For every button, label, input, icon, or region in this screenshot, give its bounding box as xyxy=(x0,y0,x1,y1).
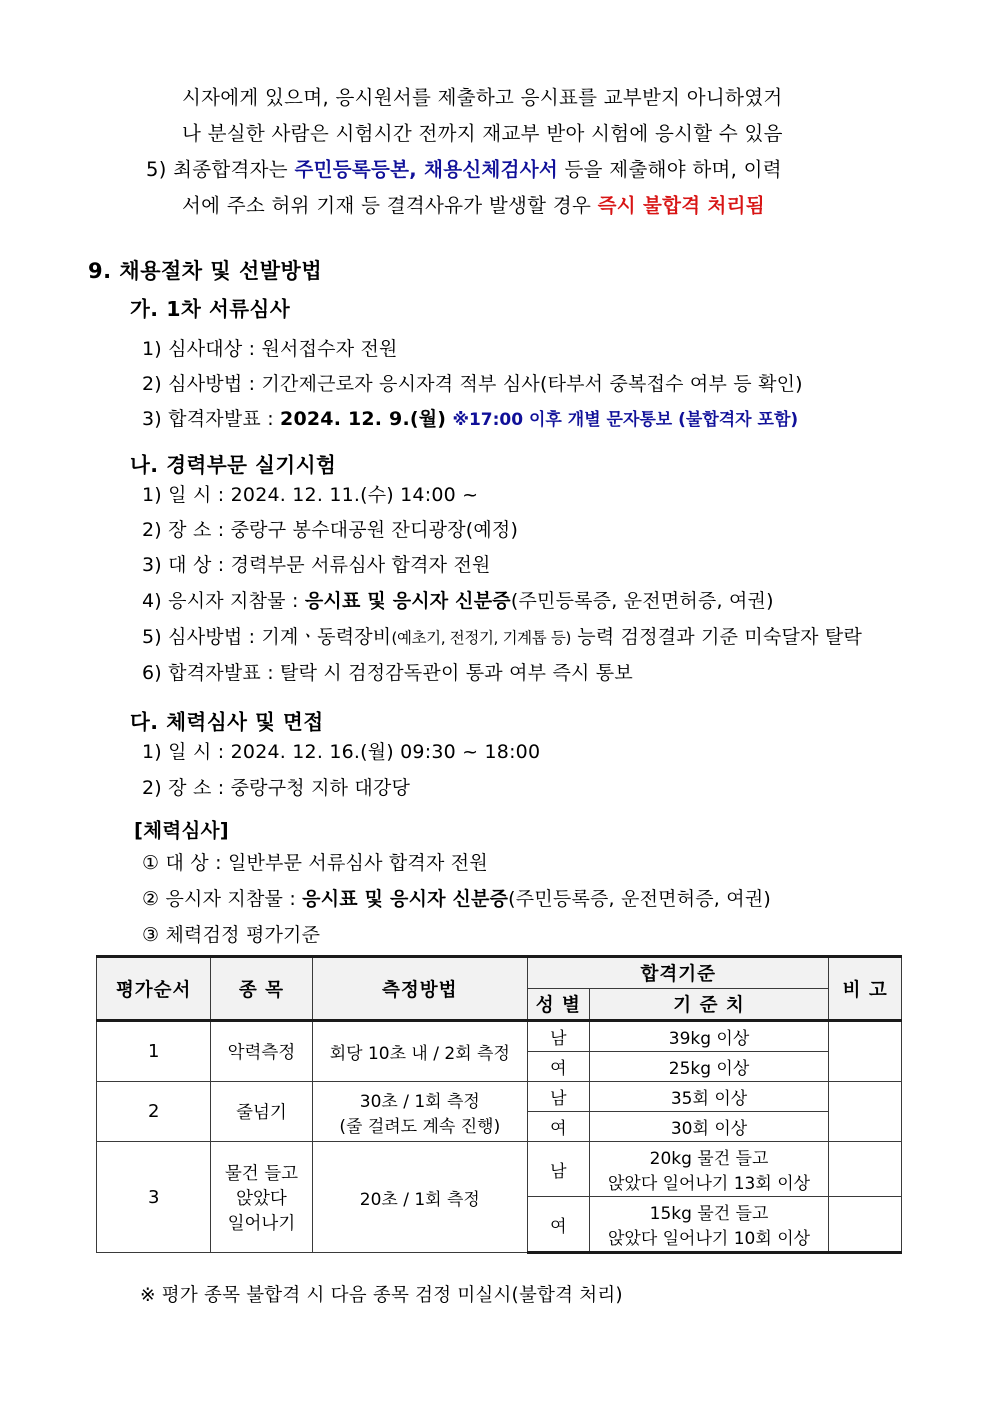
intro-item-5-line-1 xyxy=(96,152,916,188)
cell-event xyxy=(211,1142,312,1253)
item-label: 심사방법 xyxy=(168,626,243,648)
physical-test-item-3 xyxy=(142,924,320,946)
section-title: 채용절차 및 선발방법 xyxy=(119,259,323,283)
item-marker: 2) xyxy=(142,519,162,541)
intro-line-1: 시자에게 있으며, 응시원서를 제출하고 응시표를 교부받지 아니하였거 xyxy=(182,86,783,109)
standard-line-1: 39kg 이상 xyxy=(668,1029,750,1049)
subsection-a-item-1 xyxy=(142,338,398,360)
intro-item-5-text-3: 서에 주소 허위 기재 등 결격사유가 발생할 경우 xyxy=(182,194,592,217)
item-label: 응시자 지참물 xyxy=(165,888,284,910)
standard-line-2: 앉았다 일어나기 13회 이상 xyxy=(607,1174,811,1194)
event-line-3: 일어나기 xyxy=(227,1213,296,1234)
item-value: 2024. 12. 9.(월) xyxy=(280,408,447,430)
cell-sex: 남 xyxy=(528,1021,590,1052)
cell-order: 2 xyxy=(97,1082,211,1142)
th-standard-value: 기 준 치 xyxy=(589,989,829,1021)
subsection-a-item-3 xyxy=(142,408,798,431)
subsection-b-item-6 xyxy=(142,662,633,684)
cell-standard xyxy=(589,1082,829,1112)
item-label: 심사대상 xyxy=(168,338,243,360)
cell-event: 악력측정 xyxy=(211,1021,312,1082)
cell-sex: 여 xyxy=(528,1112,590,1142)
item-label: 장 소 xyxy=(168,777,212,799)
item-value-pre: 기계ㆍ동력장비 xyxy=(261,626,392,648)
standard-line-1: 25kg 이상 xyxy=(668,1059,750,1079)
subsection-a-item-2 xyxy=(142,373,803,395)
fitness-criteria-table xyxy=(96,955,902,1254)
subsection-c-item-1 xyxy=(142,741,540,763)
item-marker-circled: ① xyxy=(142,852,160,874)
item-label: 체력검정 평가기준 xyxy=(165,924,321,946)
cell-note xyxy=(829,1197,902,1253)
cell-standard xyxy=(589,1142,829,1197)
subsection-b-title: 경력부문 실기시험 xyxy=(166,453,337,477)
standard-line-2: 앉았다 일어나기 10회 이상 xyxy=(607,1229,811,1249)
subsection-c-title: 체력심사 및 면접 xyxy=(166,710,324,734)
cell-sex: 남 xyxy=(528,1142,590,1197)
subsection-c-item-2 xyxy=(142,777,410,799)
cell-method xyxy=(312,1021,528,1082)
item-label: 심사방법 xyxy=(168,373,243,395)
table-row xyxy=(97,1142,902,1197)
subsection-b-marker: 나. xyxy=(130,453,159,477)
cell-method xyxy=(312,1082,528,1142)
standard-line-1: 35회 이상 xyxy=(670,1089,748,1109)
item-label: 대 상 xyxy=(165,852,209,874)
section-heading xyxy=(88,255,322,285)
cell-sex: 여 xyxy=(528,1052,590,1082)
item-value-rest: (주민등록증, 운전면허증, 여권) xyxy=(508,888,772,910)
th-order: 평가순서 xyxy=(97,957,211,1021)
item-value-bold: 응시표 및 응시자 신분증 xyxy=(304,590,511,612)
item-value: 중랑구청 지하 대강당 xyxy=(230,777,411,799)
item-value-post: 능력 검정결과 기준 미숙달자 탈락 xyxy=(571,626,863,648)
item-value: 경력부문 서류심사 합격자 전원 xyxy=(230,554,491,576)
subsection-b-item-4 xyxy=(142,590,774,612)
item-marker: 4) xyxy=(142,590,162,612)
item-value: 중랑구 봉수대공원 잔디광장(예정) xyxy=(230,519,519,541)
physical-test-item-2 xyxy=(142,888,771,910)
th-sex: 성 별 xyxy=(528,989,590,1021)
standard-line-1: 30회 이상 xyxy=(670,1119,748,1139)
method-line-1: 20초 / 1회 측정 xyxy=(359,1189,480,1210)
subsection-b-item-2 xyxy=(142,519,518,541)
cell-sex: 여 xyxy=(528,1197,590,1253)
item-value: 2024. 12. 16.(월) 09:30 ~ 18:00 xyxy=(230,741,541,763)
item-marker: 3) xyxy=(142,408,162,430)
cell-standard xyxy=(589,1197,829,1253)
item-separator: : xyxy=(291,590,299,612)
subsection-a-heading xyxy=(130,292,290,322)
th-pass-standard: 합격기준 xyxy=(528,957,829,989)
subsection-a-marker: 가. xyxy=(130,297,159,321)
section-number: 9. xyxy=(88,259,112,283)
cell-standard xyxy=(589,1112,829,1142)
item-marker: 2) xyxy=(142,777,162,799)
item-value: 원서접수자 전원 xyxy=(261,338,398,360)
item-value: 탈락 시 검정감독관이 통과 여부 즉시 통보 xyxy=(280,662,633,684)
item-label: 장 소 xyxy=(168,519,212,541)
subsection-a-title: 1차 서류심사 xyxy=(166,297,291,321)
item-label: 합격자발표 xyxy=(168,662,261,684)
subsection-b-item-3 xyxy=(142,554,491,576)
item-value: 기간제근로자 응시자격 적부 심사(타부서 중복접수 여부 등 확인) xyxy=(261,373,803,395)
cell-standard xyxy=(589,1052,829,1082)
intro-item-5-line-2 xyxy=(96,188,916,224)
item-note-blue: ※17:00 이후 개별 문자통보 (불합격자 포함) xyxy=(452,410,799,430)
item-marker: 6) xyxy=(142,662,162,684)
item-separator: : xyxy=(289,888,296,910)
item-separator: : xyxy=(248,338,256,360)
intro-item-5-highlight-red: 즉시 불합격 처리됨 xyxy=(597,194,765,217)
item-separator: : xyxy=(217,777,225,799)
event-line-2: 앉았다 xyxy=(236,1188,287,1209)
intro-item-5-marker: 5) xyxy=(146,158,167,181)
item-value-rest: (주민등록증, 운전면허증, 여권) xyxy=(510,590,774,612)
item-value: 2024. 12. 11.(수) 14:00 ~ xyxy=(230,484,479,506)
item-marker: 5) xyxy=(142,626,162,648)
th-method: 측정방법 xyxy=(312,957,528,1021)
item-label: 응시자 지참물 xyxy=(168,590,286,612)
method-line-2: (줄 걸려도 계속 진행) xyxy=(339,1116,501,1137)
item-marker: 3) xyxy=(142,554,162,576)
item-separator: : xyxy=(217,741,225,763)
subsection-c-marker: 다. xyxy=(130,710,159,734)
item-marker: 1) xyxy=(142,741,162,763)
subsection-c-heading xyxy=(130,705,324,735)
cell-order: 3 xyxy=(97,1142,211,1253)
table-header xyxy=(97,957,902,1021)
physical-test-item-1 xyxy=(142,852,488,874)
item-label: 대 상 xyxy=(168,554,212,576)
item-separator: : xyxy=(217,484,225,506)
item-marker-circled: ③ xyxy=(142,924,160,946)
item-separator: : xyxy=(217,554,225,576)
item-separator: : xyxy=(217,519,225,541)
th-event: 종 목 xyxy=(211,957,312,1021)
standard-line-1: 20kg 물건 들고 xyxy=(649,1149,769,1169)
item-value-parenthetical: (예초기, 전정기, 기계톱 등) xyxy=(391,629,572,647)
intro-item-5-text-2: 등을 제출해야 하며, 이력 xyxy=(564,158,782,181)
cell-note xyxy=(829,1082,902,1142)
intro-item-5-highlight-blue: 주민등록등본, 채용신체검사서 xyxy=(294,158,559,181)
intro-line-2: 나 분실한 사람은 시험시간 전까지 재교부 받아 시험에 응시할 수 있음 xyxy=(182,122,783,145)
table-footnote: ※ 평가 종목 불합격 시 다음 종목 검정 미실시(불합격 처리) xyxy=(140,1285,623,1306)
item-separator: : xyxy=(215,852,222,874)
table-row xyxy=(97,1082,902,1112)
item-label: 일 시 xyxy=(168,484,212,506)
table-body xyxy=(97,1021,902,1253)
cell-note xyxy=(829,1142,902,1197)
item-separator: : xyxy=(267,408,274,430)
method-line-1: 회당 10초 내 / 2회 측정 xyxy=(329,1044,510,1064)
th-note: 비 고 xyxy=(829,957,902,1021)
event-line-1: 물건 들고 xyxy=(224,1163,299,1184)
item-label: 일 시 xyxy=(168,741,212,763)
cell-order: 1 xyxy=(97,1021,211,1082)
cell-event: 줄넘기 xyxy=(211,1082,312,1142)
item-value-bold: 응시표 및 응시자 신분증 xyxy=(302,888,509,910)
item-marker-circled: ② xyxy=(142,888,160,910)
standard-line-1: 15kg 물건 들고 xyxy=(649,1204,769,1224)
item-marker: 1) xyxy=(142,484,162,506)
item-marker: 2) xyxy=(142,373,162,395)
intro-paragraph xyxy=(96,80,916,224)
cell-standard xyxy=(589,1021,829,1052)
cell-sex: 남 xyxy=(528,1082,590,1112)
cell-note xyxy=(829,1021,902,1082)
item-separator: : xyxy=(248,373,256,395)
table-row xyxy=(97,1021,902,1052)
item-separator: : xyxy=(267,662,274,684)
item-marker: 1) xyxy=(142,338,162,360)
method-line-1: 30초 / 1회 측정 xyxy=(359,1091,480,1112)
cell-method xyxy=(312,1142,528,1253)
item-separator: : xyxy=(248,626,256,648)
item-label: 합격자발표 xyxy=(168,408,261,430)
intro-item-5-text-1: 최종합격자는 xyxy=(173,158,288,181)
subsection-b-item-5 xyxy=(142,626,862,649)
physical-test-bracket-heading: [체력심사] xyxy=(134,819,229,842)
subsection-b-item-1 xyxy=(142,484,478,506)
subsection-b-heading xyxy=(130,448,336,478)
item-value: 일반부문 서류심사 합격자 전원 xyxy=(227,852,488,874)
